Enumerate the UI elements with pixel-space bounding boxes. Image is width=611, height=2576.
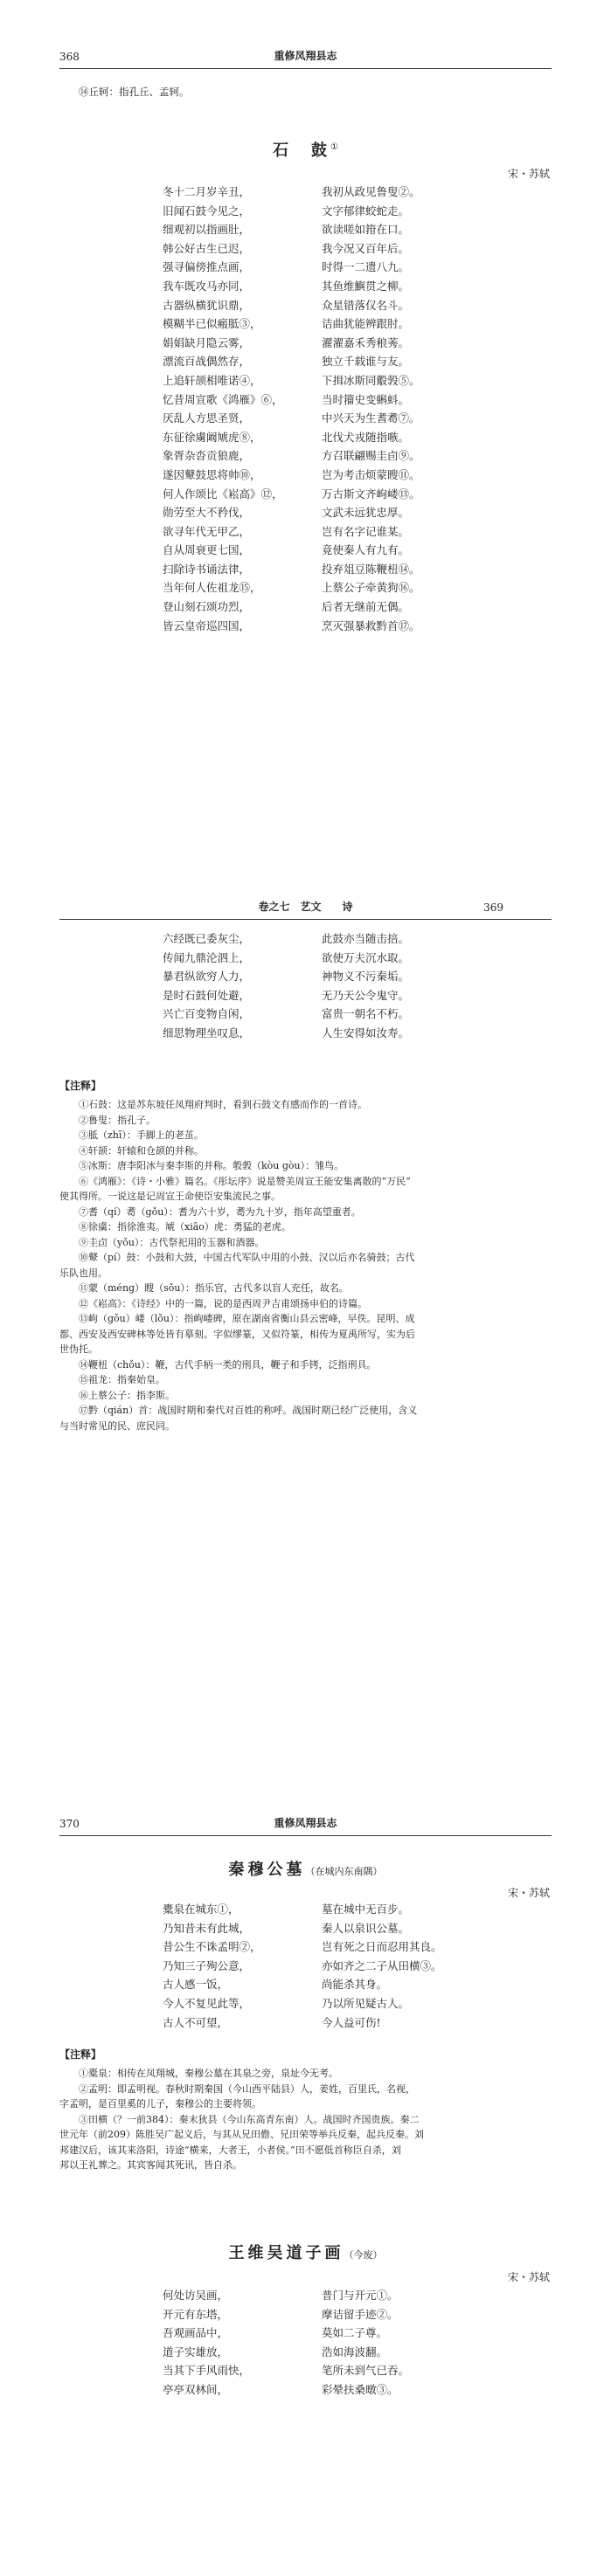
section-title: 卷之七 艺文 诗 bbox=[258, 901, 353, 913]
poem-line-first-half: 当其下手风雨快， bbox=[163, 2364, 251, 2378]
poem-line-second-half: 后者无继前无偶。 bbox=[322, 600, 410, 614]
note-line: ⑦耆（qí）耈（gǒu）：耆为六十岁，耈为九十岁，指年高望重者。 bbox=[79, 1205, 361, 1218]
poem-line-second-half: 下揖冰斯同鷇㝅⑤。 bbox=[322, 373, 420, 387]
poem-line-first-half: 古人感一饭， bbox=[163, 1978, 229, 1992]
note-line: ⑯上蔡公子：指李斯。 bbox=[79, 1389, 175, 1401]
poem-line-second-half: 岂为考击烦蒙瞍⑪。 bbox=[322, 467, 420, 481]
poem-line-first-half: 冬十二月岁辛丑， bbox=[163, 185, 251, 198]
poem-line-second-half: 岂有名字记谁某。 bbox=[322, 524, 410, 538]
note-line: ⑮祖龙：指秦始皇。 bbox=[79, 1374, 165, 1385]
poem-line-first-half: 我车既攻马亦同， bbox=[163, 279, 251, 293]
poem-line-second-half: 欲使万夫沉水取。 bbox=[322, 950, 410, 964]
poem-line-first-half: 漂流百战偶然存， bbox=[163, 355, 251, 369]
poem-line-second-half: 濯濯嘉禾秀稂莠。 bbox=[322, 335, 410, 349]
poem-line-first-half: 强寻偏傍推点画， bbox=[163, 260, 251, 274]
page-header bbox=[59, 894, 552, 920]
note-line: ①石鼓：这是苏东坡任凤翔府判时，看到石鼓文有感而作的一首诗。 bbox=[79, 1099, 367, 1110]
poem-line-first-half: 开元有东塔， bbox=[163, 2307, 229, 2321]
note-line: ⑥《鸿雁》：《诗・小雅》篇名。《彤坛序》说是赞美周宣王能安集离散的“万民” bbox=[79, 1175, 411, 1187]
note-line: ⑨圭卣（yǒu）：古代祭祀用的玉器和酒器。 bbox=[79, 1236, 265, 1248]
poem-line-first-half: 登山刻石颂功烈， bbox=[163, 600, 251, 614]
note-line: ⑫《崧高》：《诗经》中的一篇，说的是西周尹吉甫颂扬申伯的诗篇。 bbox=[79, 1297, 367, 1309]
poem-line-first-half: 亭亭双林间， bbox=[163, 2382, 229, 2396]
note-line: ③胝（zhī）：手脚上的老茧。 bbox=[79, 1129, 204, 1141]
note-line: 乐队也用。 bbox=[59, 1267, 108, 1279]
poem-line-first-half: 何人作颂比《崧高》⑫， bbox=[163, 487, 283, 501]
poem-line-first-half: 细思物理坐叹息， bbox=[163, 1026, 251, 1039]
note-line: ②鲁叟：指孔子。 bbox=[79, 1114, 156, 1126]
note-line: ⑭鞭杻（chǒu）：鞭，古代手柄一类的刑具，鞭子和手铐，泛指刑具。 bbox=[79, 1358, 377, 1371]
poem-title-text: 秦穆公墓 bbox=[228, 1861, 306, 1879]
footnote-carryover: ⑭丘轲：指孔丘、孟轲。 bbox=[79, 86, 190, 98]
poem-line-second-half: 摩诘留手迹②。 bbox=[322, 2307, 399, 2321]
poem-line-second-half: 富贵一朝名不朽。 bbox=[322, 1007, 410, 1021]
poem-line-second-half: 秦人以泉识公墓。 bbox=[322, 1921, 410, 1935]
poem-line-first-half: 乃知昔未有此城， bbox=[163, 1921, 251, 1935]
poem-line-first-half: 传闻九鼎沦泗上， bbox=[163, 950, 251, 964]
poem-line-second-half: 当时籀史变蝌蚪。 bbox=[322, 392, 410, 406]
poem-line-first-half: 何处访吴画， bbox=[163, 2289, 229, 2302]
poem-line-first-half: 忆昔周宣歌《鸿雁》⑥， bbox=[163, 392, 283, 406]
poem-line-second-half: 方召联翩赐圭卣⑨。 bbox=[322, 449, 420, 463]
notes-heading: 【注释】 bbox=[59, 1080, 102, 1092]
poem-line-second-half: 北伐犬戎随指嗾。 bbox=[322, 430, 410, 444]
poem-line-first-half: 六经既已委灰尘， bbox=[163, 932, 251, 945]
poem-line-first-half: 乃知三子殉公意， bbox=[163, 1958, 251, 1972]
poem-line-second-half: 笔所未到气已吞。 bbox=[322, 2364, 410, 2378]
note-line: ④轩颉：轩辕和仓颉的并称。 bbox=[79, 1144, 204, 1157]
poem-line-second-half: 投弃俎豆陈鞭杻⑭。 bbox=[322, 562, 420, 576]
poem-line-first-half: 古器纵横犹识鼎， bbox=[163, 298, 251, 312]
poem-title-text: 王维吴道子画 bbox=[228, 2244, 344, 2262]
poem-line-first-half: 自从周衰更七国， bbox=[163, 543, 251, 557]
poem-line-second-half: 乃以所见疑古人。 bbox=[322, 1996, 410, 2010]
poem-line-first-half: 东征徐虜阚虓虎⑧， bbox=[163, 430, 261, 444]
note-line: 世元年（前209）陈胜吴广起义后，与其从兄田儋、兄田荣等举兵反秦，起兵反秦。刘 bbox=[59, 2129, 424, 2140]
note-line: ⑤冰斯：唐李阳冰与秦李斯的并称。彀㝅（kòu gòu）：雏鸟。 bbox=[79, 1160, 344, 1171]
poem-line-second-half: 欲读嗟如箝在口。 bbox=[322, 223, 410, 237]
book-title: 重修凤翔县志 bbox=[274, 50, 337, 62]
poem-line-second-half: 尚能杀其身。 bbox=[322, 1978, 388, 1992]
note-line: ⑪蒙（méng）瞍（sǒu）：指乐官，古代多以盲人充任，故名。 bbox=[79, 1282, 349, 1294]
poem-line-second-half: 烹灭强暴救黔首⑰。 bbox=[322, 618, 420, 632]
poem-line-first-half: 上追轩颉相唯诺④， bbox=[163, 373, 261, 387]
poem-line-first-half: 吾观画品中， bbox=[163, 2326, 229, 2340]
poem-line-first-half: 欲寻年代无甲乙， bbox=[163, 524, 251, 538]
poem-line-first-half: 细观初以指画肚， bbox=[163, 223, 251, 237]
poem-line-second-half: 时得一二遗八九。 bbox=[322, 260, 410, 274]
note-line: 都、西安及西安碑林等处皆有摹刻。字似缪篆，又似符篆，相传为夏禹所写，实为后 bbox=[59, 1328, 415, 1340]
poem-title bbox=[0, 1857, 611, 1880]
footnote-marker: ① bbox=[330, 142, 338, 152]
poem-title-note: （今废） bbox=[344, 2249, 383, 2261]
poem-line-second-half: 无乃天公令鬼守。 bbox=[322, 988, 410, 1002]
poem-line-second-half: 中兴天为生耆耈⑦。 bbox=[322, 411, 420, 425]
poem-line-second-half: 万古斯文齐岣嵝⑬。 bbox=[322, 487, 420, 501]
poem-line-second-half: 浩如海波翻。 bbox=[322, 2345, 388, 2358]
poem-line-second-half: 其鱼维鱮贯之柳。 bbox=[322, 279, 410, 293]
poem-line-second-half: 诘曲犹能辨跟肘。 bbox=[322, 317, 410, 331]
poem-line-first-half: 象胥杂沓贡狼鹿， bbox=[163, 449, 251, 463]
poem-line-second-half: 文武未远犹忠厚。 bbox=[322, 506, 410, 520]
poem-line-first-half: 古人不可望， bbox=[163, 2015, 229, 2029]
page-370 bbox=[0, 1769, 611, 2576]
poem-author: 宋・苏轼 bbox=[507, 168, 550, 180]
note-line: ⑩鼙（pí）鼓：小鼓和大鼓，中国古代军队中用的小鼓、汉以后亦名骑鼓；古代 bbox=[79, 1252, 415, 1263]
notes-heading: 【注释】 bbox=[59, 2048, 102, 2061]
poem-line-first-half: 扫除诗书诵法律， bbox=[163, 562, 251, 576]
poem-line-first-half: 皆云皇帝巡四国， bbox=[163, 618, 251, 632]
poem-title-text: 石 鼓 bbox=[273, 142, 331, 160]
poem-title bbox=[0, 2241, 611, 2263]
poem-line-first-half: 遂因鼙鼓思将帅⑩， bbox=[163, 467, 261, 481]
poem-line-first-half: 兴亡百变物自闲， bbox=[163, 1007, 251, 1021]
poem-line-second-half: 我初从政见鲁叟②。 bbox=[322, 185, 420, 198]
poem-title-note: （在城内东南隅） bbox=[305, 1866, 383, 1877]
poem-line-second-half: 普门与开元①。 bbox=[322, 2289, 399, 2302]
page-number: 370 bbox=[59, 1818, 80, 1830]
note-line: 字孟明，是百里奚的儿子，秦穆公的主要将领。 bbox=[59, 2098, 261, 2110]
poem-line-first-half: 模糊半已似瘢胝③， bbox=[163, 317, 261, 331]
poem-line-first-half: 昔公生不诛孟明②， bbox=[163, 1940, 261, 1954]
poem-line-second-half: 墓在城中无百步。 bbox=[322, 1903, 410, 1916]
poem-author: 宋・苏轼 bbox=[507, 2271, 550, 2283]
note-line: ②孟明：即孟明视。春秋时期秦国（今山西平陆县）人，姜姓，百里氏，名视， bbox=[79, 2082, 415, 2095]
poem-line-second-half: 人生安得如汝寿。 bbox=[322, 1026, 410, 1039]
note-line: 邦建汉后，该其来洛阳，诗途“横来，大者王，小者侯。”田不愿低首称臣自杀，刘 bbox=[59, 2144, 401, 2156]
poem-line-first-half: 今人不复见此等， bbox=[163, 1996, 251, 2010]
page-369 bbox=[0, 891, 611, 1769]
poem-line-second-half: 我今况又百年后。 bbox=[322, 241, 410, 255]
poem-line-first-half: 旧闻石鼓今见之， bbox=[163, 204, 251, 218]
page-number: 369 bbox=[483, 901, 503, 914]
poem-line-second-half: 今人益可伤! bbox=[322, 2015, 381, 2029]
poem-line-second-half: 文字郁律蛟蛇走。 bbox=[322, 204, 410, 218]
poem-line-second-half: 独立千载谁与友。 bbox=[322, 355, 410, 369]
note-line: 邦以王礼葬之。其宾客闻其死讯，皆自杀。 bbox=[59, 2159, 242, 2171]
poem-line-first-half: 道子实雄放， bbox=[163, 2345, 229, 2358]
note-line: ③田横（？一前384）：秦末狄县（今山东高青东南）人。战国时齐国贵族。秦二 bbox=[79, 2113, 420, 2125]
note-line: ⑧徐虜：指徐淮夷。虓（xiāo）虎：勇猛的老虎。 bbox=[79, 1221, 291, 1233]
note-line: ⑬岣（gǒu）嵝（lǒu）：指岣嵝碑，原在湖南省衡山县云密峰，早佚。昆明、成 bbox=[79, 1313, 415, 1324]
poem-line-second-half: 岂有死之日而忍用其良。 bbox=[322, 1940, 442, 1954]
note-line: 与当时常见的民、庶民同。 bbox=[59, 1419, 175, 1432]
poem-line-first-half: 韩公好古生已迟， bbox=[163, 241, 251, 255]
poem-line-first-half: 厌乱人方思圣贤， bbox=[163, 411, 251, 425]
poem-line-first-half: 暴君纵欲穷人力， bbox=[163, 970, 251, 984]
poem-line-second-half: 上蔡公子牵黄狗⑯。 bbox=[322, 581, 420, 595]
poem-line-first-half: 橐泉在城东①， bbox=[163, 1903, 240, 1916]
book-title: 重修凤翔县志 bbox=[274, 1817, 337, 1829]
notes-list bbox=[59, 2066, 553, 2173]
poem-line-first-half: 娟娟缺月隐云雾， bbox=[163, 335, 251, 349]
poem-author: 宋・苏轼 bbox=[507, 1887, 550, 1899]
poem-title bbox=[0, 138, 611, 161]
page-368 bbox=[0, 0, 611, 891]
poem-line-second-half: 莫如二子尊。 bbox=[322, 2326, 388, 2340]
note-line: 世伪托。 bbox=[59, 1343, 98, 1355]
poem-line-first-half: 是时石鼓何处避， bbox=[163, 988, 251, 1002]
note-line: 使其得所。一说这是记周宣王命使臣安集流民之事。 bbox=[59, 1191, 281, 1202]
poem-line-first-half: 当年何人佐祖龙⑮， bbox=[163, 581, 261, 595]
poem-line-second-half: 竟使秦人有九有。 bbox=[322, 543, 410, 557]
page-number: 368 bbox=[59, 51, 80, 63]
note-line: ①橐泉：相传在凤翔城，秦穆公墓在其泉之旁，泉址今无考。 bbox=[79, 2068, 338, 2079]
poem-line-second-half: 众星错落仅名斗。 bbox=[322, 298, 410, 312]
notes-list bbox=[59, 1097, 553, 1433]
page-header bbox=[59, 44, 552, 69]
poem-line-second-half: 亦如齐之二子从田横③。 bbox=[322, 1958, 442, 1972]
poem-line-second-half: 神物义不污秦垢。 bbox=[322, 970, 410, 984]
page-header bbox=[59, 1811, 552, 1836]
note-line: ⑰黔（qián）首：战国时期和秦代对百姓的称呼。战国时期已经广泛使用，含义 bbox=[79, 1405, 418, 1416]
poem-line-first-half: 勋劳至大不矜伐， bbox=[163, 506, 251, 520]
poem-line-second-half: 此鼓亦当随击掊。 bbox=[322, 932, 410, 945]
poem-line-second-half: 彩晕扶桑暾③。 bbox=[322, 2382, 399, 2396]
